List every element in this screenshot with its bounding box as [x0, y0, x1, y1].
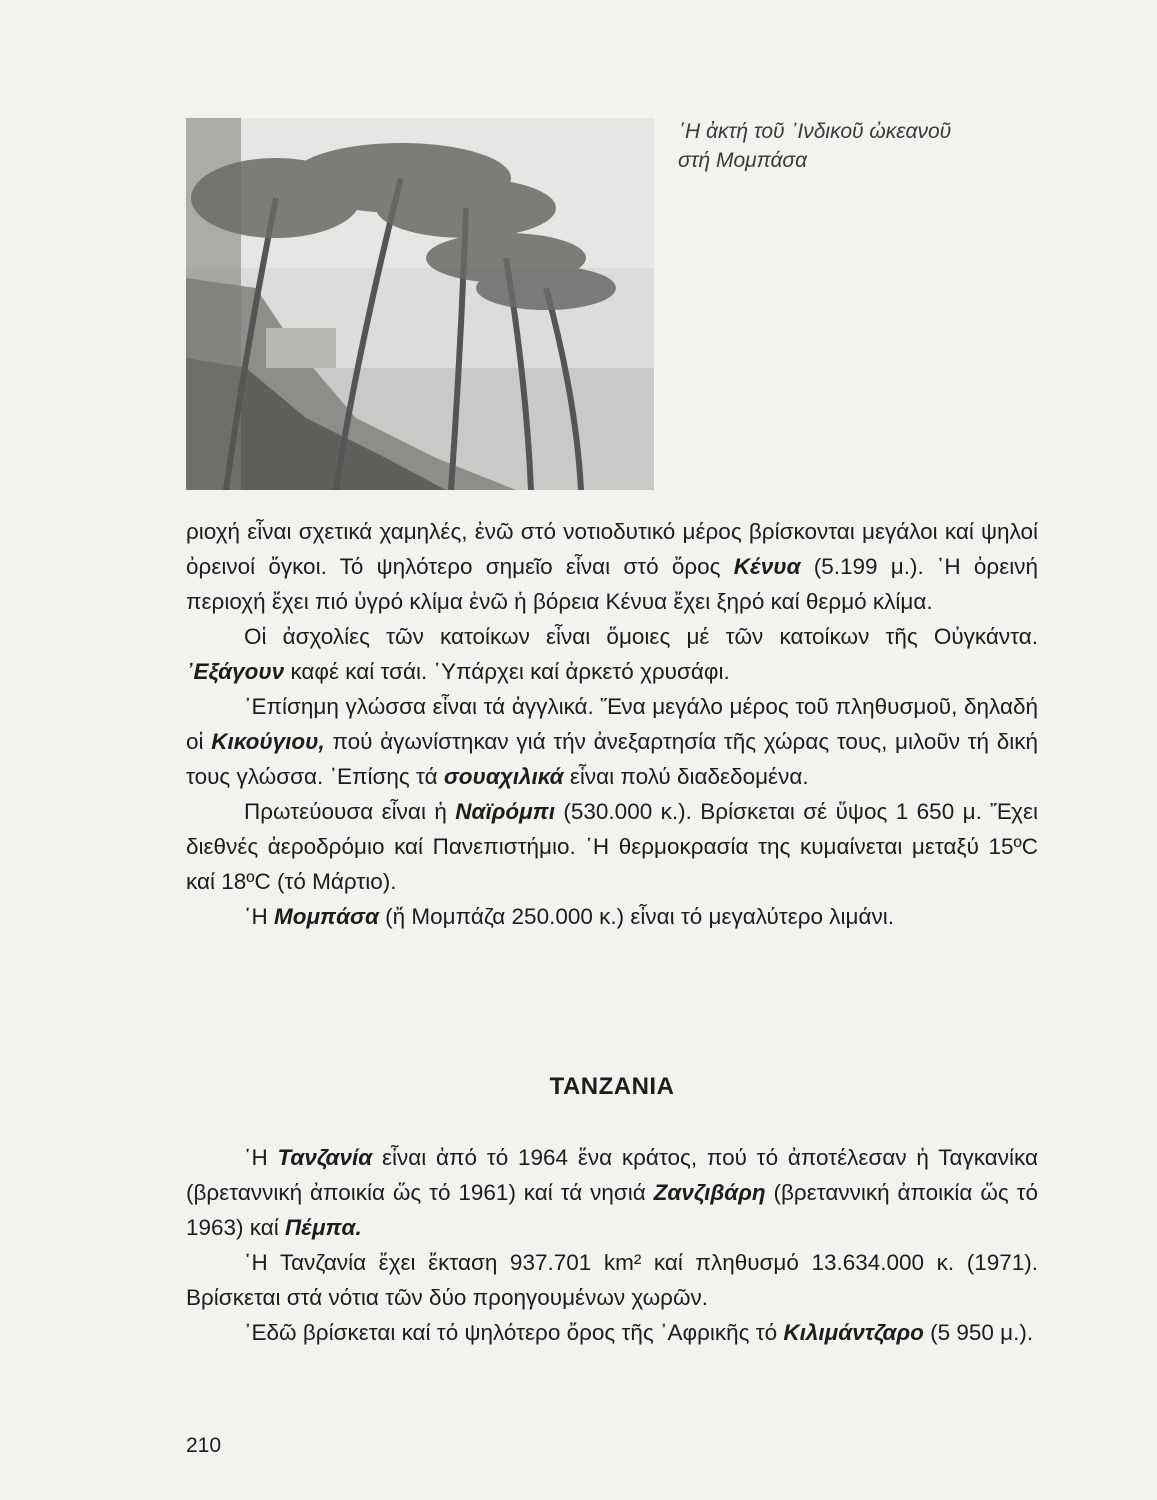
emphasis: Ζανζιβάρη: [653, 1180, 766, 1205]
text-run: (530.000 κ.). Βρίσκεται σέ ὕψος 1 650 μ. Ἔχει διεθνές ἀεροδρόμιο καί Πανεπιστήμιο. ῾Η θερμοκρασία της κυμαίνεται μεταξύ 15ºC καί 18ºC (τό Μάρτιο).: [186, 799, 1038, 894]
text-run: (5.199 μ.). ῾Η ὀρεινή περιοχή ἔχει πιό ὑγρό κλίμα ἐνῶ ἡ βόρεια Κένυα ἔχει ξηρό καί θερμό κλίμα.: [186, 554, 1038, 614]
kenya-paragraph-1: [186, 514, 1038, 619]
text-run: ᾿Επίσημη γλώσσα εἶναι τά ἀγγλικά. Ἕνα μεγάλο μέρος τοῦ πληθυσμοῦ, δηλαδή οἱ: [186, 694, 1038, 754]
emphasis: Ναϊρόμπι: [455, 799, 555, 824]
emphasis: Κικούγιου,: [211, 729, 325, 754]
tanzania-paragraph-3: [186, 1315, 1038, 1350]
text-run: πού ἀγωνίστηκαν γιά τήν ἀνεξαρτησία τῆς χώρας τους, μιλοῦν τή δική τους γλώσσα. ᾿Επίσης τά: [186, 729, 1038, 789]
emphasis: Κιλιμάντζαρο: [783, 1320, 924, 1345]
tanzania-paragraph-2: [186, 1245, 1038, 1315]
text-run: εἶναι πολύ διαδεδομένα.: [563, 764, 809, 789]
text-run: εἶναι ἀπό τό 1964 ἕνα κράτος, πού τό ἀποτέλεσαν ἡ Ταγκανίκα (βρεταννική ἀποικία ὥς τό 1961) καί τά νησιά: [186, 1145, 1038, 1205]
text-run: ῾Η: [244, 904, 274, 929]
emphasis: Πέμπα.: [285, 1215, 362, 1240]
coast-photo: [186, 118, 654, 490]
kenya-paragraph-2: [186, 619, 1038, 689]
kenya-paragraph-4: [186, 794, 1038, 899]
text-run: καφέ καί τσάι. ῾Υπάρχει καί ἀρκετό χρυσάφι.: [284, 659, 730, 684]
emphasis: Μομπάσα: [274, 904, 379, 929]
text-run: (5 950 μ.).: [923, 1320, 1034, 1345]
kenya-paragraph-3: [186, 689, 1038, 794]
text-run: ᾿Εδῶ βρίσκεται καί τό ψηλότερο ὄρος τῆς ᾿Αφρικῆς τό: [244, 1320, 784, 1345]
kenya-text: [186, 514, 1038, 934]
text-run: ριοχή εἶναι σχετικά χαμηλές, ἐνῶ στό νοτιοδυτικό μέρος βρίσκονται μεγάλοι καί ψηλοί ὀρεινοί ὄγκοι. Τό ψηλότερο σημεῖο εἶναι στό ὄρος: [186, 519, 1038, 579]
section-heading: TANZANIA: [549, 1073, 675, 1100]
photo-caption: [678, 117, 1058, 175]
page-number: 210: [186, 1434, 222, 1457]
caption-line-2: στή Μομπάσα: [678, 149, 808, 172]
caption-line-1: ῾Η ἀκτή τοῦ ᾿Ινδικοῦ ὠκεανοῦ: [678, 120, 952, 143]
tanzania-text: [186, 1140, 1038, 1350]
palm-beach-image: [186, 118, 654, 490]
text-run: Πρωτεύουσα εἶναι ἡ: [244, 799, 456, 824]
text-run: (βρεταννική ἀποικία ὥς τό 1963) καί: [186, 1180, 1039, 1240]
emphasis: σουαχιλικά: [443, 764, 564, 789]
emphasis: Κένυα: [733, 554, 801, 579]
emphasis: Τανζανία: [277, 1145, 373, 1170]
text-run: ῾Η Τανζανία ἔχει ἔκταση 937.701 km² καί πληθυσμό 13.634.000 κ. (1971). Βρίσκεται στά νότια τῶν δύο προηγουμένων χωρῶν.: [186, 1250, 1038, 1310]
text-run: ῾Η: [244, 1145, 278, 1170]
kenya-paragraph-5: [186, 899, 1038, 934]
text-run: (ἤ Μομπάζα 250.000 κ.) εἶναι τό μεγαλύτερο λιμάνι.: [378, 904, 895, 929]
text-run: Οἱ ἀσχολίες τῶν κατοίκων εἶναι ὅμοιες μέ τῶν κατοίκων τῆς Οὐγκάντα.: [244, 624, 1038, 649]
emphasis: ᾿Εξάγουν: [186, 659, 285, 684]
tanzania-paragraph-1: [186, 1140, 1038, 1245]
